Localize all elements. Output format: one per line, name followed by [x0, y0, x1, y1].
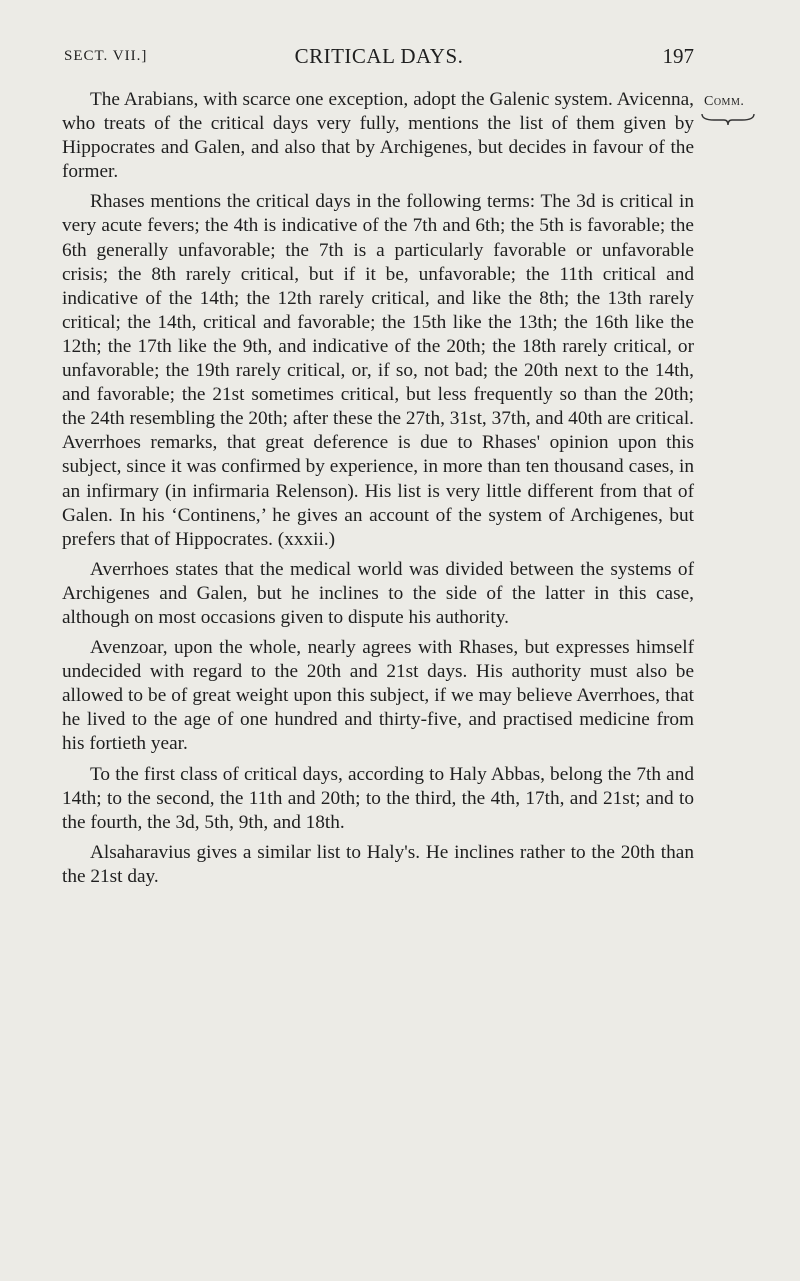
- body-text: [62, 88, 694, 895]
- margin-note: Comm.: [704, 94, 745, 109]
- brace-icon: [700, 112, 756, 126]
- paragraph: Alsaharavius gives a similar list to Haly's. He inclines rather to the 20th than the 21st day.: [62, 841, 694, 887]
- paragraph: Rhases mentions the critical days in the following terms: The 3d is critical in very acute fevers; the 4th is indicative of the 7th and 6th; the 5th is favorable; the 6th generally unfavorable; the 7th is a particularly favorable or unfavorable crisis; the 8th rarely critical, but if it be, unfavorable; the 11th critical and indicative of the 14th; the 12th rarely critical, and like the 8th; the 13th rarely critical; the 14th, critical and favorable; the 15th like the 13th; the 16th like the 12th; the 17th like the 9th, and indicative of the 20th; the 18th rarely critical, or unfavorable; the 19th rarely critical, or, if so, not bad; the 20th next to the 14th, and favorable; the 21st sometimes critical, but less frequently so than the 20th; the 24th resembling the 20th; after these the 27th, 31st, 37th, and 40th are critical. Averrhoes remarks, that great deference is due to Rhases' opinion upon this subject, since it was confirmed by experience, in more than ten thousand cases, in an infirmary (in infirmaria Relenson). His list is very little different from that of Galen. In his ‘Continens,’ he gives an account of the system of Archigenes, but prefers that of Hippocrates. (xxxii.): [62, 191, 694, 550]
- paragraph: The Arabians, with scarce one exception, adopt the Galenic system. Avicenna, who treats of the critical days very fully, mentions the list of them given by Hippocrates and Galen, and also that by Archigenes, but decides in favour of the former.: [62, 89, 694, 183]
- running-header: [64, 44, 694, 74]
- paragraph: Avenzoar, upon the whole, nearly agrees with Rhases, but expresses himself undecided with regard to the 20th and 21st days. His authority must also be allowed to be of great weight upon this subject, if we may believe Averrhoes, that he lived to the age of one hundred and thirty-five, and practised medicine from his fortieth year.: [62, 637, 694, 755]
- paragraph: Averrhoes states that the medical world was divided between the systems of Archigenes and Galen, but he inclines to the side of the latter in this case, although on most occasions given to dispute his authority.: [62, 558, 694, 628]
- paragraph: To the first class of critical days, according to Haly Abbas, belong the 7th and 14th; to the second, the 11th and 20th; to the third, the 4th, 17th, and 21st; and to the fourth, the 3d, 5th, 9th, and 18th.: [62, 763, 694, 833]
- section-label: SECT. VII.]: [64, 48, 148, 64]
- page-number: 197: [662, 44, 694, 68]
- page-title: CRITICAL DAYS.: [294, 44, 464, 68]
